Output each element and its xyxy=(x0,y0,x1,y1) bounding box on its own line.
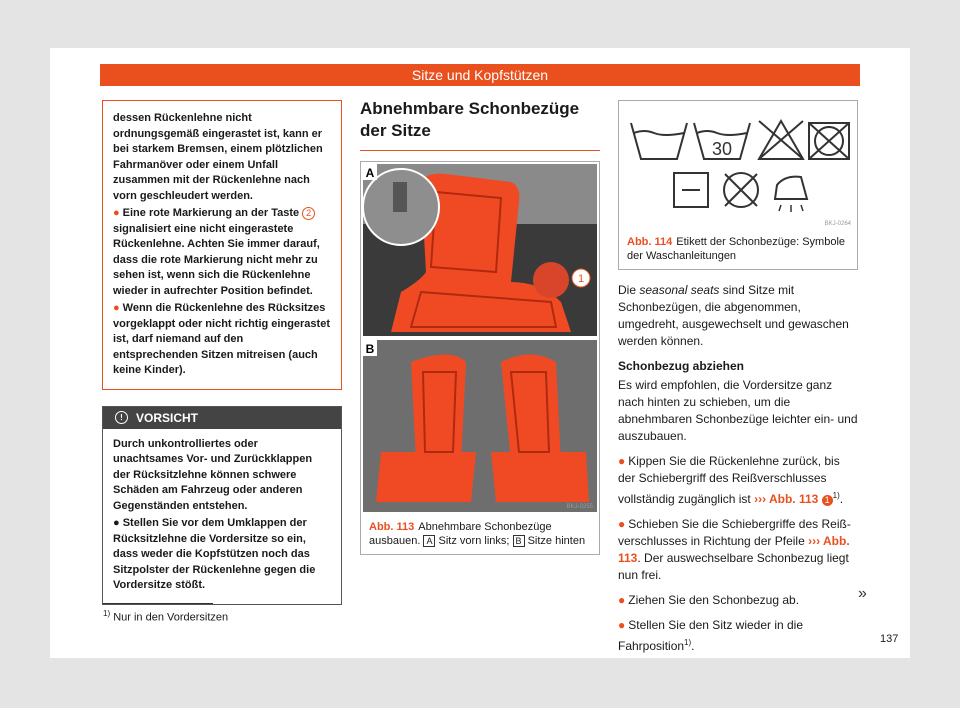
caution-title: VORSICHT xyxy=(136,410,199,425)
seasonal-seats-term: seasonal seats xyxy=(639,283,720,297)
caption-text: Etikett der Schonbezüge: Symbole der Waschanleitungen xyxy=(627,236,846,262)
figure-code: BKJ-0264 xyxy=(824,221,851,227)
bullet-text: signalisiert eine nicht eingerastete Rückenlehne. Achten Sie immer darauf, dass die rote Markierung nicht mehr zu sehen ist, wenn sich die Rückenlehne wieder in aufrechter Position befindet. xyxy=(113,222,320,297)
figure-number: Abb. 113 xyxy=(369,521,415,533)
caution-paragraph: Durch unkontrolliertes oder unachtsames Vor- und Zurückklappen der Rücksitzlehne können schwere Schäden am Fahrzeug oder anderen Gegenständen entstehen. xyxy=(113,437,313,512)
seat-illustration xyxy=(361,162,599,514)
bullet-icon: ● xyxy=(113,207,120,219)
step-2 xyxy=(618,516,858,584)
caution-body xyxy=(103,429,341,604)
bullet-icon: ● xyxy=(618,593,626,607)
step-4: ● Stellen Sie den Sitz wieder in die Fahrposition$^{1)}$. xyxy=(618,618,804,653)
step-1: ● Kippen Sie die Rückenlehne zurück, bis der Schiebergriff des Reißverschlusses vollständig zugänglich ist ››› Abb. 113 1 $^{1)}$. xyxy=(618,454,844,506)
wash-temperature: 30 xyxy=(711,139,733,159)
wash-symbols-illustration xyxy=(619,101,857,229)
caption-letter-a: A xyxy=(423,535,435,547)
intro-text: Die xyxy=(618,283,637,297)
right-column xyxy=(618,100,858,663)
footnote-divider xyxy=(103,603,213,604)
caption-text: Abnehmbare Schonbezüge ausbauen. xyxy=(369,521,552,547)
step-text: Ziehen Sie den Schonbezug ab. xyxy=(628,593,800,607)
rear-seat-cover-right xyxy=(501,355,561,463)
figure-number: Abb. 114 xyxy=(627,236,673,248)
bullet-icon: ● xyxy=(618,618,626,632)
figure-link[interactable]: ››› Abb. 113 xyxy=(618,534,850,565)
bullet-icon: ● xyxy=(618,454,626,468)
middle-column xyxy=(360,98,600,555)
footnote xyxy=(103,609,228,624)
footnote-ref: 1) xyxy=(832,491,840,500)
left-column xyxy=(102,100,342,605)
info-icon: ! xyxy=(115,411,128,424)
bullet-text: Eine rote Markierung an der Taste xyxy=(122,207,300,219)
step-3 xyxy=(618,592,858,609)
warning-box xyxy=(102,100,342,390)
caption-text: Sitz vorn links; xyxy=(438,535,510,547)
step-text: Kippen Sie die Rückenlehne zurück, bis der Schiebergriff des Reißverschlusses vollständig zugänglich ist xyxy=(618,454,840,506)
figure-callout: 1 xyxy=(577,273,585,285)
rear-seat-cover-left xyxy=(411,355,466,463)
sub-heading: Schonbezug abziehen xyxy=(618,359,745,373)
figure-114 xyxy=(618,100,858,270)
step-text: Schieben Sie die Schiebergriffe des Reißverschlusses in Richtung der Pfeile xyxy=(618,517,851,548)
figure-113 xyxy=(360,161,600,555)
caption-letter-b: B xyxy=(513,535,525,547)
warning-bullet-2 xyxy=(113,301,331,379)
figure-caption xyxy=(361,514,599,554)
caution-header xyxy=(103,407,341,429)
step-text: Stellen Sie den Sitz wieder in die Fahrposition xyxy=(618,618,804,653)
section-heading: Abnehmbare Schonbezüge der Sitze xyxy=(360,98,600,151)
intro-paragraph xyxy=(618,282,858,350)
step-text: . Der auswechselbare Schonbezug liegt nun frei. xyxy=(618,551,849,582)
bullet-icon: ● xyxy=(113,302,120,314)
figure-code: BKJ-0255 xyxy=(566,504,593,510)
bullet-icon: ● xyxy=(618,517,626,531)
intro-text: sind Sitze mit Schonbezügen, die abgenommen, umgedreht, ausgewechselt und gewaschen werden können. xyxy=(618,283,849,348)
caution-box xyxy=(102,406,342,605)
body-text xyxy=(618,282,858,655)
bullet-icon: ● xyxy=(113,517,120,529)
recommendation-paragraph: Es wird empfohlen, die Vordersitze ganz nach hinten zu schieben, um die abnehmbaren Schonbezüge leichter ein- und auszubauen. xyxy=(618,378,858,443)
figure-caption xyxy=(619,229,857,269)
warning-bullet-1 xyxy=(113,206,331,299)
panel-a-label: A xyxy=(365,166,375,180)
header-title: Sitze und Kopfstützen xyxy=(411,67,549,83)
handle-highlight xyxy=(533,262,569,298)
caution-bullet xyxy=(113,516,331,594)
callout-number: 1 xyxy=(822,495,833,506)
caption-text: Sitze hinten xyxy=(527,535,586,547)
bullet-text: Wenn die Rückenlehne des Rücksitzes vorgeklappt oder nicht richtig eingerastet ist, darf niemand auf den entsprechenden Sitzen mitreisen (auch keine Kinder). xyxy=(113,302,330,376)
warning-paragraph: dessen Rückenlehne nicht ordnungsgemäß eingerastet ist, kann er bei starkem Bremsen, einem plötzlichen Fahrmanöver oder einem Unfall zusammen mit der Rückenlehne nach vorn geschleudert werden. xyxy=(113,112,323,202)
footnote-text: Nur in den Vordersitzen xyxy=(113,611,229,624)
page-number: 137 xyxy=(880,633,899,645)
figure-link[interactable]: ››› Abb. 113 xyxy=(754,492,819,506)
panel-b-label: B xyxy=(365,342,375,356)
callout-number: 2 xyxy=(302,207,315,220)
footnote-mark: 1) xyxy=(103,609,111,618)
section-header xyxy=(100,64,860,86)
bullet-text: Stellen Sie vor dem Umklappen der Rücksitzlehne die Vordersitze so ein, dass weder die Kopfstützen noch das Sitzpolster der Rückenlehne gegen die Vordersitze stößt. xyxy=(113,517,316,591)
continued-marker: » xyxy=(858,585,867,602)
footnote-ref: 1) xyxy=(684,638,692,647)
